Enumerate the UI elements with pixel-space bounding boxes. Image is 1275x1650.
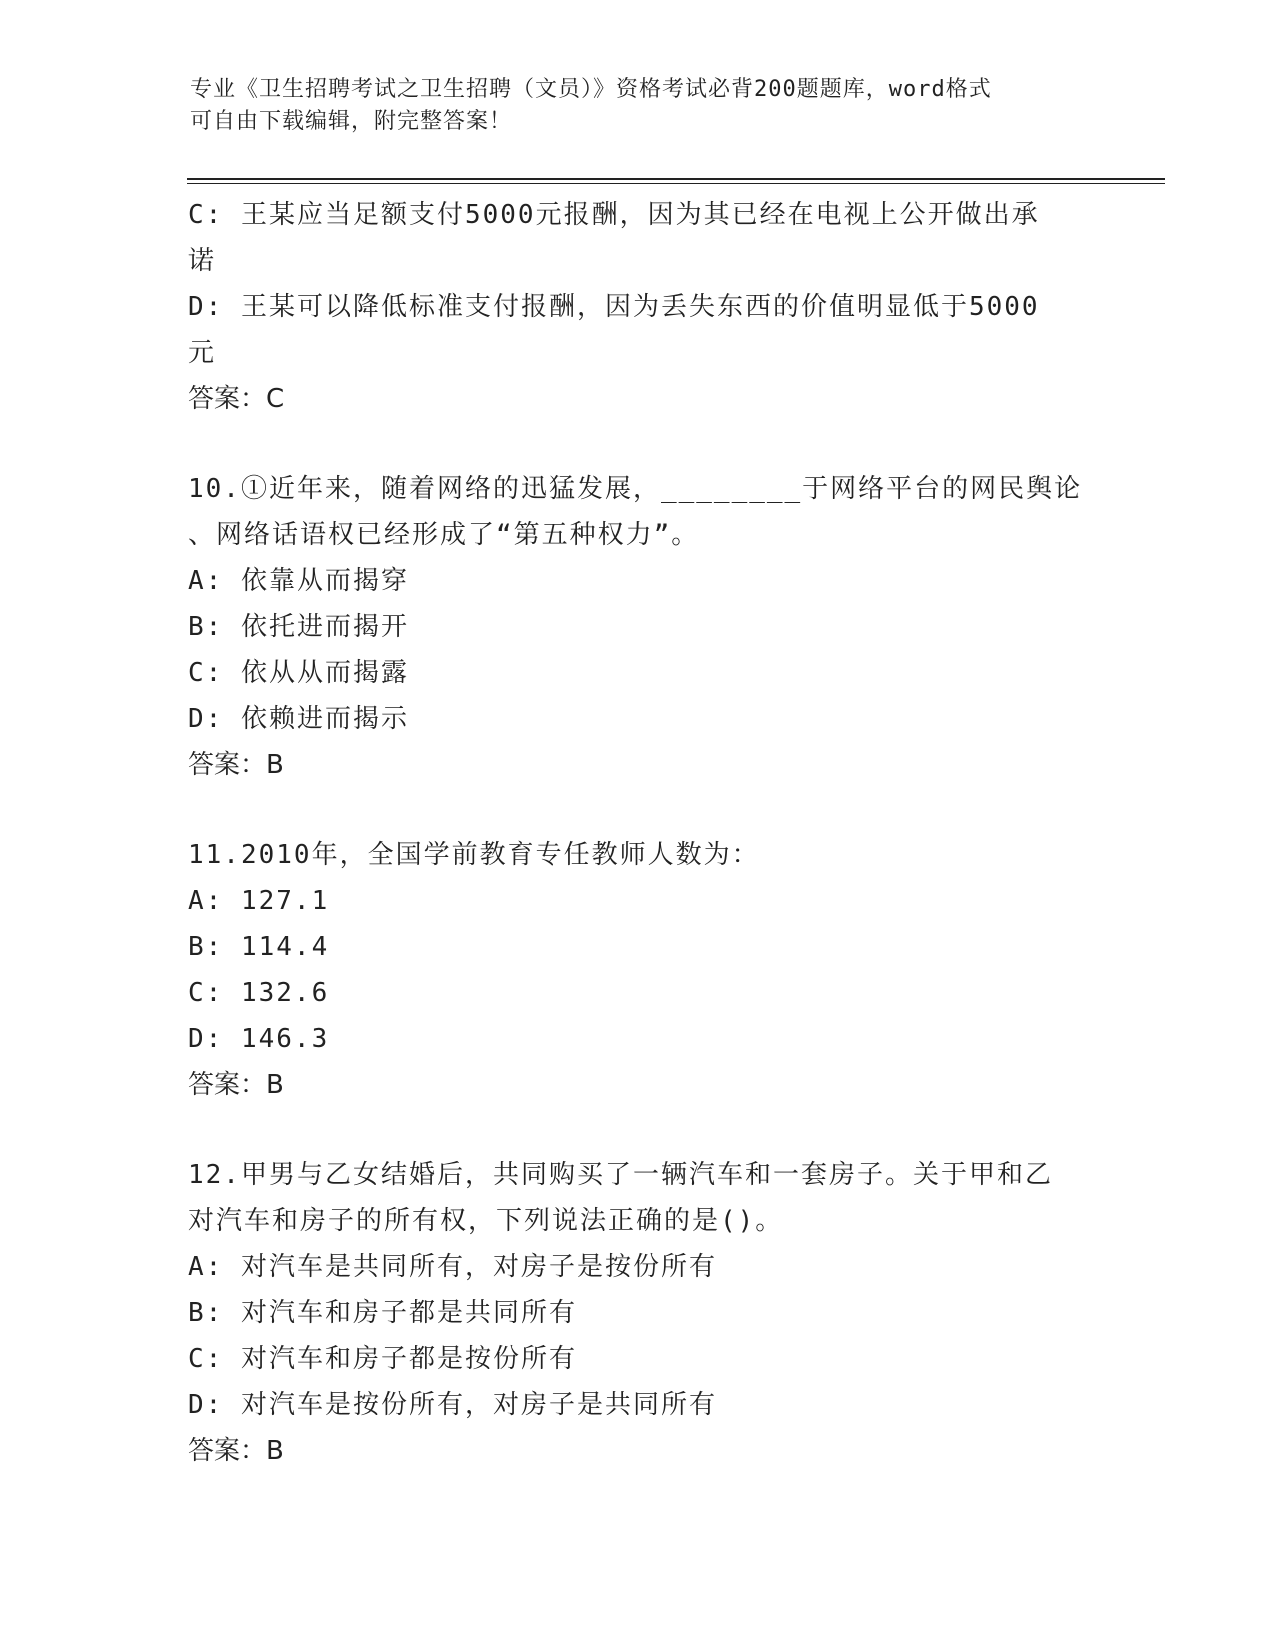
question-stem-line: 、网络话语权已经形成了“第五种权力”。 — [188, 520, 700, 550]
option-b: B: 114.4 — [188, 932, 330, 962]
answer-line: 答案：B — [188, 750, 284, 780]
question-content — [188, 192, 1088, 1474]
option-d: D: 依赖进而揭示 — [188, 704, 409, 734]
header-title-line-1: 专业《卫生招聘考试之卫生招聘（文员）》资格考试必背200题题库，word格式 — [190, 77, 992, 102]
option-b: B: 依托进而揭开 — [188, 612, 409, 642]
question-stem-line: 对汽车和房子的所有权，下列说法正确的是()。 — [188, 1206, 784, 1236]
question-stem-line: 11.2010年，全国学前教育专任教师人数为： — [188, 840, 760, 870]
option-d: D: 146.3 — [188, 1024, 330, 1054]
answer-line: 答案：B — [188, 1436, 284, 1466]
option-c: C: 132.6 — [188, 978, 330, 1008]
option-b: B: 对汽车和房子都是共同所有 — [188, 1298, 577, 1328]
option-c-line-2: 诺 — [188, 246, 217, 276]
document-header — [190, 74, 1070, 138]
answer-line: 答案：B — [188, 1070, 284, 1100]
option-d-line-2: 元 — [188, 338, 217, 368]
question-stem-line: 12.甲男与乙女结婚后，共同购买了一辆汽车和一套房子。关于甲和乙 — [188, 1160, 1053, 1190]
option-a: A: 127.1 — [188, 886, 330, 916]
option-c: C: 对汽车和房子都是按份所有 — [188, 1344, 577, 1374]
option-d-line-1: D: 王某可以降低标准支付报酬，因为丢失东西的价值明显低于5000 — [188, 292, 1040, 322]
header-divider-thick — [187, 178, 1165, 180]
option-d: D: 对汽车是按份所有，对房子是共同所有 — [188, 1390, 717, 1420]
option-c-line-1: C: 王某应当足额支付5000元报酬，因为其已经在电视上公开做出承 — [188, 200, 1040, 230]
question-9-continuation — [188, 192, 1088, 422]
question-12 — [188, 1152, 1088, 1474]
question-stem-line: 10.①近年来，随着网络的迅猛发展，________于网络平台的网民舆论 — [188, 474, 1083, 504]
header-title-line-2: 可自由下载编辑，附完整答案！ — [190, 109, 513, 134]
header-divider-thin — [187, 183, 1165, 184]
option-a: A: 对汽车是共同所有，对房子是按份所有 — [188, 1252, 717, 1282]
question-11 — [188, 832, 1088, 1108]
answer-line: 答案：C — [188, 384, 285, 414]
question-10 — [188, 466, 1088, 788]
option-c: C: 依从从而揭露 — [188, 658, 409, 688]
option-a: A: 依靠从而揭穿 — [188, 566, 409, 596]
